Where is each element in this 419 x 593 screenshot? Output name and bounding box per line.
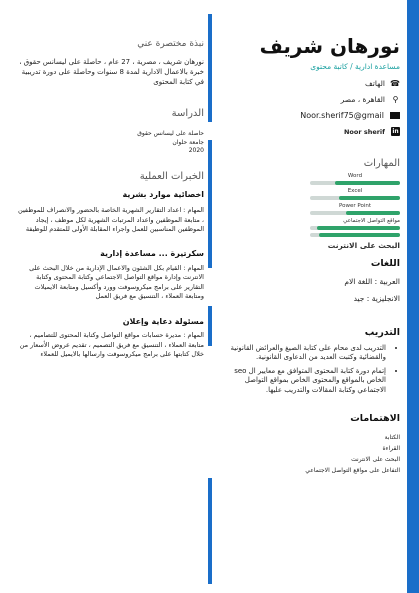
email-text[interactable]: Noor.sherif75@gmail (300, 111, 384, 120)
skills-heading: المهارات (363, 158, 400, 169)
training-list (220, 344, 386, 395)
skill-level-fill (317, 226, 400, 230)
skill-level-fill (335, 181, 400, 185)
skill-level-bar (310, 233, 400, 237)
job-entry-desc: المهام : القيام بكل الشئون والاعمال الإدارية من خلال البحث على الانترنت وإدارة مواقع التواصل الاجتماعي وكتابة المحتوى وكتابة التقارير على برامج ميكروسوفت وورد وأكسيل ومتابعة الايميلات ومتابعة العملاء ، التنسيق مع فريق العمل (29, 263, 204, 301)
education-heading: الدراسة (171, 108, 204, 120)
languages-heading: اللغات (370, 258, 400, 269)
skill-level-fill (339, 196, 400, 200)
email-row[interactable] (220, 111, 400, 120)
skill-level-bar (310, 196, 400, 200)
job-entry-desc: المهام : مديرة حسابات مواقع التواصل وكتابة المحتوى للتصاميم ، متابعة العملاء ، التنسيق مع فريق التصميم ، تقديم عروض الأسعار من خلال كتابتها على برامج ميكروسوفت وارسالها بالايميل للعملاء (19, 331, 204, 359)
education-year: 2020 (188, 147, 204, 155)
job-entry-title: اخصائية موارد بشرية (122, 189, 204, 199)
skill-item (310, 173, 400, 185)
skill-item (310, 218, 400, 230)
skill-label: Excel (347, 188, 363, 194)
job-entry-title: سكرتيرة ... مساعدة إدارية (100, 249, 204, 259)
training-item: • إتمام دورة كتابة المحتوى المتوافق مع معايير ال seo الخاص بالمواقع والمحتوى الخاص بمواقع التواصل الاجتماعي وكتابة المقالات والتدريب عليها. (220, 367, 386, 395)
skill-label: Power Point (338, 203, 372, 209)
column-divider (208, 478, 212, 584)
hobby-item: الكتابة (384, 434, 400, 442)
hobby-item: التفاعل على مواقع التواصل الاجتماعي (305, 467, 400, 475)
skill-level-bar (310, 211, 400, 215)
column-divider (208, 140, 212, 268)
linkedin-text[interactable]: Noor sherif (343, 127, 385, 136)
job-title: مساعدة ادارية / كاتبة محتوى (310, 62, 400, 71)
language-arabic: العربية : اللغة الام (344, 277, 400, 286)
skill-item (310, 203, 400, 215)
summary-text: نورهان شريف ، مصرية ، 27 عام ، حاصلة على ليسانس حقوق ، خبرة بالاعمال الادارية لمدة 8 سنوات وحاصلة على دورة تدريبية في كتابة المحتوى (19, 58, 204, 87)
hobbies-heading: الاهتمامات (350, 413, 400, 425)
skill-item (310, 188, 400, 200)
skill-label: البحث على الانترنت (327, 241, 400, 250)
person-name: نورهان شريف (259, 34, 400, 58)
job-entry-title: مسئولة دعاية وإعلان (122, 316, 204, 326)
right-column (220, 36, 400, 474)
address-text: القاهرة ، مصر (340, 95, 385, 104)
hobby-item: البحث على الانترنت (351, 456, 400, 464)
column-divider (208, 306, 212, 346)
location-pin-icon: ⚲ (392, 95, 399, 104)
hobby-item: القراءة (382, 445, 400, 453)
linkedin-row[interactable] (220, 127, 400, 136)
job-entry-desc: المهام : اعداد التقارير الشهرية الخاصة بالحضور والانصراف للموظفين ، متابعة الموظفين واعداد المرتبات الشهرية لكل موظف ، إيجاد الموظفين المناسبين للعمل واجراء المقابلة الأولى للمتقدم للوظيفة (18, 206, 204, 233)
column-divider (208, 14, 212, 122)
skill-label: Word (347, 173, 363, 179)
skill-item (310, 233, 400, 250)
email-icon (390, 112, 400, 119)
training-item: • التدريب لدى محام على كتابة الصيغ والعرائض القانونية والقضائية وكتبت العديد من الدعاوى القانونية. (220, 344, 386, 363)
accent-stripe (407, 0, 419, 593)
hobbies-list (220, 434, 400, 474)
education-university: جامعة حلوان (172, 138, 204, 146)
training-heading: التدريب (364, 327, 400, 338)
skill-label: مواقع التواصل الاجتماعي (343, 218, 400, 224)
phone-row (220, 79, 400, 88)
skills-list (310, 173, 400, 250)
phone-text: الهاتف (365, 79, 385, 88)
phone-icon: ☎ (390, 79, 400, 88)
language-english: الانجليزية : جيد (353, 294, 400, 303)
experience-heading: الخبرات العملية (139, 171, 204, 183)
linkedin-icon: in (392, 128, 399, 135)
skill-level-fill (319, 233, 400, 237)
skill-level-bar (310, 181, 400, 185)
left-column (18, 38, 204, 360)
skill-level-bar (310, 226, 400, 230)
skill-level-fill (346, 211, 400, 215)
summary-heading: نبذة مختصرة عني (137, 39, 204, 49)
education-degree: حاصلة على ليسانس حقوق (137, 129, 204, 137)
address-row (220, 95, 400, 104)
